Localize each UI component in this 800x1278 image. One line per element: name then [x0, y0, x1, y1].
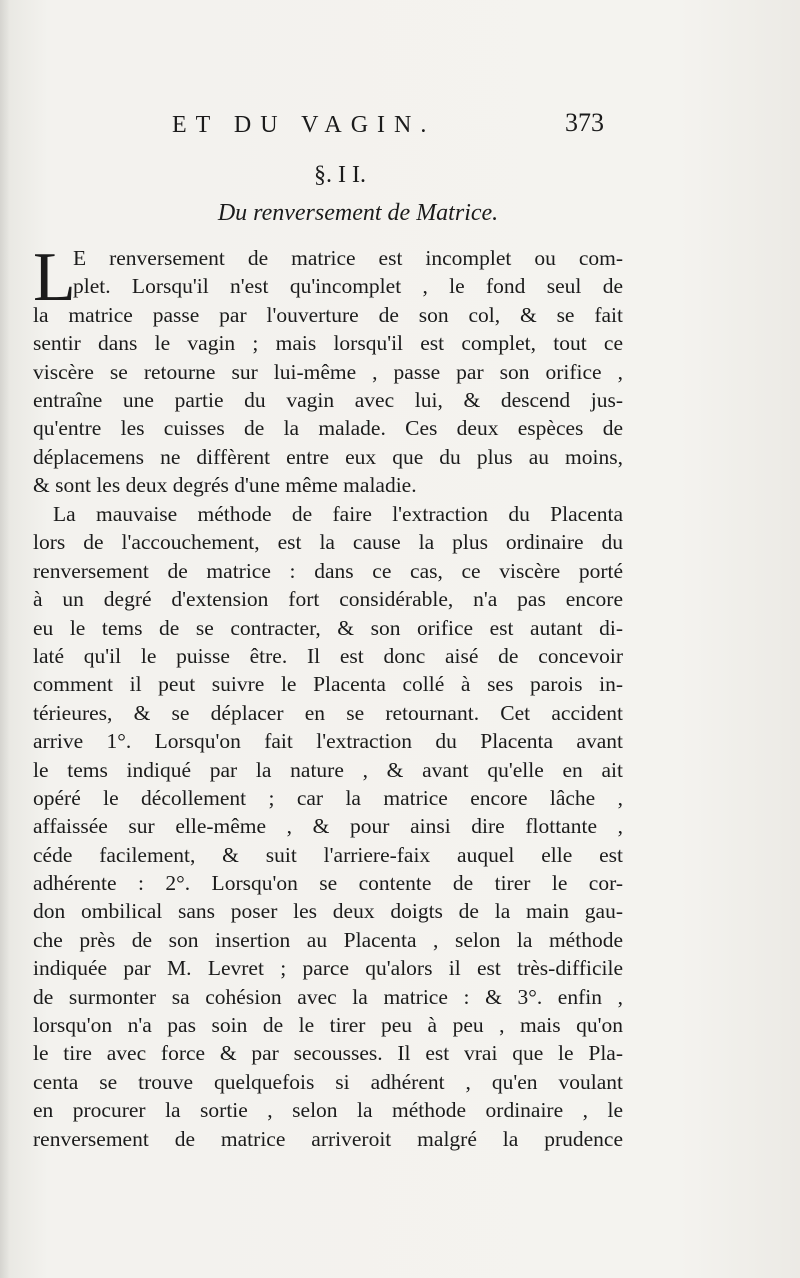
section-number: §. I I. — [314, 162, 366, 188]
text-line: à un degré d'extension fort considérable, n'a pas encore — [33, 587, 623, 612]
paragraph-1 — [33, 239, 623, 500]
text-line: de surmonter sa cohésion avec la matrice : & 3°. enfin , — [33, 984, 623, 1009]
running-title: ET DU VAGIN. — [172, 112, 436, 138]
text-line: arrive 1°. Lorsqu'on fait l'extraction du Placenta avant — [33, 729, 623, 754]
text-line: viscère se retourne sur lui-même , passe par son orifice , — [33, 359, 623, 384]
paragraph-2 — [33, 500, 623, 1153]
text-line: che près de son insertion au Placenta , selon la méthode — [33, 927, 623, 952]
text-line: déplacemens ne diffèrent entre eux que du plus au moins, — [33, 444, 623, 469]
page-number: 373 — [565, 108, 604, 137]
text-line: térieures, & se déplacer en se retournant. Cet accident — [33, 700, 623, 725]
text-line: indiquée par M. Levret ; parce qu'alors il est très-difficile — [33, 956, 623, 981]
text-line: céde facilement, & suit l'arriere-faix auquel elle est — [33, 842, 623, 867]
text-line: renversement de matrice arriveroit malgré la prudence — [33, 1126, 623, 1151]
text-line: adhérente : 2°. Lorsqu'on se contente de tirer le cor- — [33, 871, 623, 896]
drop-capital: L — [33, 239, 76, 316]
text-line: E renversement de matrice est incomplet ou com- — [73, 246, 623, 270]
text-line: la matrice passe par l'ouverture de son col, & se fait — [33, 302, 623, 327]
text-line: le tire avec force & par secousses. Il est vrai que le Pla- — [33, 1041, 623, 1066]
page-gutter-shadow — [0, 0, 10, 1278]
text-line: renversement de matrice : dans ce cas, ce viscère porté — [33, 558, 623, 583]
text-line: affaissée sur elle-même , & pour ainsi dire flottante , — [33, 814, 623, 839]
text-line: qu'entre les cuisses de la malade. Ces deux espèces de — [33, 416, 623, 441]
text-line: en procurer la sortie , selon la méthode ordinaire , le — [33, 1098, 623, 1123]
section-title: Du renversement de Matrice. — [217, 200, 499, 226]
text-line: eu le tems de se contracter, & son orifice est autant di- — [33, 615, 623, 640]
text-line: sentir dans le vagin ; mais lorsqu'il est complet, tout ce — [33, 331, 623, 356]
text-line: laté qu'il le puisse être. Il est donc aisé de concevoir — [33, 643, 623, 668]
text-line: centa se trouve quelquefois si adhérent , qu'en voulant — [33, 1069, 623, 1094]
text-line: comment il peut suivre le Placenta collé à ses parois in- — [33, 672, 623, 697]
text-line: le tems indiqué par la nature , & avant qu'elle en ait — [33, 757, 623, 782]
text-line: lorsqu'on n'a pas soin de le tirer peu à peu , mais qu'on — [33, 1013, 623, 1038]
text-line: & sont les deux degrés d'une même maladie. — [33, 473, 417, 498]
text-line: La mauvaise méthode de faire l'extraction du Placenta — [53, 502, 623, 526]
text-line: lors de l'accouchement, est la cause la plus ordinaire du — [33, 530, 623, 555]
text-line: entraîne une partie du vagin avec lui, & descend jus- — [33, 387, 623, 412]
text-line: don ombilical sans poser les deux doigts de la main gau- — [33, 899, 623, 924]
text-line: plet. Lorsqu'il n'est qu'incomplet , le fond seul de — [73, 274, 623, 299]
text-line: opéré le décollement ; car la matrice encore lâche , — [33, 785, 623, 810]
